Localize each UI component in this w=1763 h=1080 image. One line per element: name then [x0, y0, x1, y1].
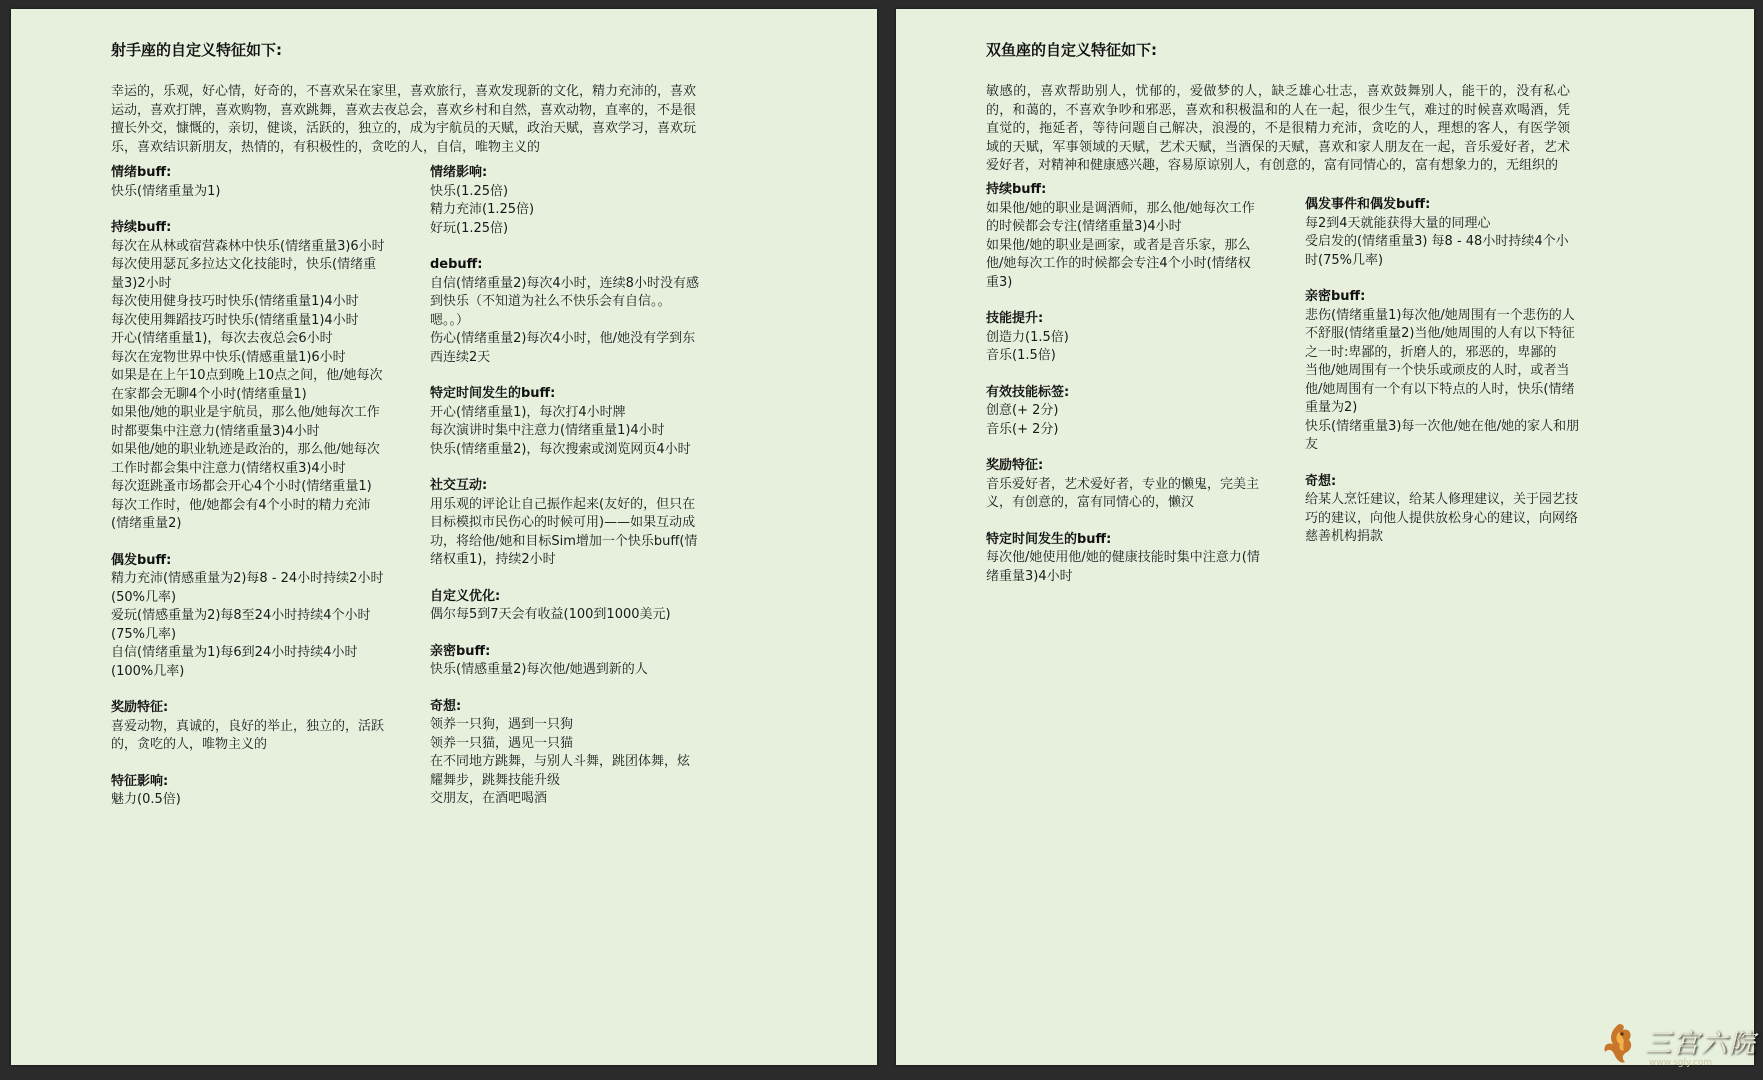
watermark-url: www.sgly.com — [1648, 1058, 1713, 1068]
section-line: 给某人烹饪建议，给某人修理建议，关于园艺技巧的建议，向他人提供放松身心的建议，向网络慈善机构捐款 — [1305, 492, 1579, 544]
section-line: 音乐(+ 2分) — [986, 421, 1059, 437]
section — [430, 698, 701, 809]
section-line: 快乐(情绪重量为1) — [111, 183, 221, 199]
section-line: 快乐(情绪重量2)，每次搜索或浏览网页4小时 — [430, 441, 691, 457]
section-heading: 情绪影响: — [430, 165, 488, 180]
section-line: 每次他/她使用他/她的健康技能时集中注意力(情绪重量3)4小时 — [986, 550, 1260, 584]
section-line: 精力充沛(1.25倍) — [430, 202, 535, 217]
section — [430, 164, 701, 238]
section-heading: 社交互动: — [430, 478, 488, 493]
section-line: 每次使用瑟瓦多拉达文化技能时，快乐(情绪重量3)2小时 — [111, 257, 377, 291]
section-line: 伤心(情绪重量2)每次4小时，他/她没有学到东西连续2天 — [430, 331, 696, 365]
section-line: 如果他/她的职业轨迹是政治的，那么他/她每次工作时都会集中注意力(情绪权重3)4小时 — [111, 442, 380, 476]
section-line: 音乐爱好者，艺术爱好者，专业的懒鬼，完美主义，有创意的，富有同情心的，懒汉 — [986, 476, 1260, 510]
section-line: 快乐(1.25倍) — [430, 183, 509, 199]
section-line: 每次演讲时集中注意力(情绪重量1)4小时 — [430, 423, 665, 438]
section — [986, 384, 1260, 440]
section-line: 每次使用健身技巧时快乐(情绪重量1)4小时 — [111, 294, 359, 309]
section-line: 不舒服(情绪重量2)当他/她周围的人有以下特征之一时:卑鄙的，折磨人的，邪恶的，卑鄙的 — [1305, 326, 1575, 360]
section-line: 喜爱动物，真诚的，良好的举止，独立的，活跃的，贪吃的人，唯物主义的 — [111, 718, 385, 752]
section-line: 自信(情绪重量为1)每6到24小时持续4小时(100%几率) — [111, 645, 358, 679]
column-right — [1305, 196, 1580, 565]
section-line: 创意(+ 2分) — [986, 403, 1059, 418]
section-line: 如果他/她的职业是画家，或者是音乐家，那么他/她每次工作的时候都会专注4个小时(情绪权重3) — [986, 237, 1251, 290]
section-heading: debuff: — [430, 257, 483, 272]
column-left — [986, 181, 1260, 604]
section-heading: 亲密buff: — [430, 643, 491, 659]
section — [986, 457, 1260, 513]
section-line: 偶尔每5到7天会有收益(100到1000美元) — [430, 607, 671, 622]
intro-paragraph: 幸运的，乐观，好心情，好奇的，不喜欢呆在家里，喜欢旅行，喜欢发现新的文化，精力充沛的，喜欢运动，喜欢打牌，喜欢购物，喜欢跳舞，喜欢去夜总会，喜欢乡村和自然，喜欢动物，直率的，不是很擅长外交，慷慨的，亲切，健谈，活跃的，独立的，成为宇航员的天赋，政治天赋，喜欢学习，喜欢玩乐，喜欢结识新朋友，热情的，有积极性的，贪吃的人，自信，唯物主义的 — [111, 84, 697, 155]
section-line: 创造力(1.5倍) — [986, 329, 1069, 345]
section — [430, 385, 701, 459]
section-line: 交朋友，在酒吧喝酒 — [430, 791, 548, 806]
section-line: 用乐观的评论让自己振作起来(友好的，但只在目标模拟市民伤心的时候可用)——如果互动成功，将给他/她和目标Sim增加一个快乐buff(情绪权重1)，持续2小时 — [430, 496, 698, 567]
section-heading: 特定时间发生的buff: — [430, 386, 556, 401]
section-heading: 技能提升: — [986, 311, 1044, 326]
section — [986, 531, 1260, 587]
section-line: 每次在从林或宿营森林中快乐(情绪重量3)6小时 — [111, 238, 385, 254]
section — [111, 773, 385, 810]
section-line: 魅力(0.5倍) — [111, 792, 181, 807]
section — [430, 643, 701, 680]
section-line: 如果他/她的职业是宇航员，那么他/她每次工作时都要集中注意力(情绪重量3)4小时 — [111, 405, 380, 439]
section-line: 每次在宠物世界中快乐(情感重量1)6小时 — [111, 349, 346, 365]
section-line: 自信(情绪重量2)每次4小时，连续8小时没有感到快乐（不知道为社么不快乐会有自信。。嗯。。） — [430, 275, 699, 328]
section-line: 受启发的(情绪重量3) 每8 - 48小时持续4个小时(75%几率) — [1305, 234, 1569, 268]
section-heading: 奇想: — [430, 698, 462, 714]
page-title: 双鱼座的自定义特征如下: — [986, 41, 1157, 59]
section-line: 开心(情绪重量1)，每次打4小时牌 — [430, 404, 626, 420]
section-line: 每次使用舞蹈技巧时快乐(情绪重量1)4小时 — [111, 312, 359, 328]
section-heading: 奖励特征: — [986, 458, 1044, 473]
section — [1305, 473, 1580, 547]
section — [1305, 196, 1580, 270]
section-line: 每次工作时，他/她都会有4个小时的精力充沛(情绪重量2) — [111, 497, 371, 531]
section-line: 音乐(1.5倍) — [986, 348, 1056, 363]
section-heading: 自定义优化: — [430, 588, 501, 604]
section-line: 好玩(1.25倍) — [430, 220, 509, 236]
watermark-logo — [1597, 1020, 1757, 1068]
section-line: 开心(情绪重量1)，每次去夜总会6小时 — [111, 331, 333, 346]
section — [430, 477, 701, 570]
section — [430, 588, 701, 625]
section-line: 精力充沛(情感重量为2)每8 - 24小时持续2小时(50%几率) — [111, 571, 384, 605]
section-line: 快乐(情绪重量3)每一次他/她在他/她的家人和朋友 — [1305, 418, 1580, 452]
section-heading: 持续buff: — [986, 182, 1047, 197]
section-heading: 偶发buff: — [111, 552, 172, 568]
section-line: 领养一只猫，遇见一只猫 — [430, 735, 574, 751]
page-title: 射手座的自定义特征如下: — [111, 41, 282, 59]
section-heading: 持续buff: — [111, 220, 172, 235]
section-line: 爱玩(情感重量为2)每8至24小时持续4个小时(75%几率) — [111, 608, 371, 642]
section — [111, 552, 385, 682]
section — [1305, 288, 1580, 455]
watermark-name: 三宫六院 — [1644, 1029, 1757, 1059]
section-heading: 偶发事件和偶发buff: — [1305, 197, 1431, 212]
document-page-right — [896, 9, 1754, 1065]
section-line: 如果是在上午10点到晚上10点之间，他/她每次在家都会无聊4个小时(情绪重量1) — [111, 368, 383, 402]
section-heading: 特征影响: — [111, 773, 169, 789]
section-line: 每次逛跳蚤市场都会开心4个小时(情绪重量1) — [111, 479, 372, 494]
section-line: 如果他/她的职业是调酒师，那么他/她每次工作的时候都会专注(情绪重量3)4小时 — [986, 200, 1255, 234]
section — [111, 699, 385, 755]
phoenix-icon — [1597, 1020, 1641, 1068]
section-line: 悲伤(情绪重量1)每次他/她周围有一个悲伤的人 — [1305, 307, 1575, 323]
section-line: 在不同地方跳舞，与别人斗舞，跳团体舞，炫耀舞步，跳舞技能升级 — [430, 754, 691, 788]
intro-paragraph: 敏感的，喜欢帮助别人，忧郁的，爱做梦的人，缺乏雄心壮志，喜欢鼓舞别人，能干的，没有私心的，和蔼的，不喜欢争吵和邪恶，喜欢和积极温和的人在一起，很少生气，难过的时候喜欢喝酒，凭直觉的，拖延者，等待问题自己解决，浪漫的，不是很精力充沛，贪吃的人，理想的客人，有医学领域的天赋，军事领域的天赋，艺术天赋，当酒保的天赋，喜欢和家人朋友在一起，音乐爱好者，艺术爱好者，对精神和健康感兴趣，容易原谅别人，有创意的，富有同情心的，富有想象力的，无组织的 — [986, 84, 1570, 173]
document-page-left — [11, 9, 877, 1065]
section — [111, 219, 385, 534]
section-heading: 奖励特征: — [111, 700, 169, 715]
section-heading: 有效技能标签: — [986, 384, 1070, 400]
section-line: 每2到4天就能获得大量的同理心 — [1305, 215, 1491, 231]
column-right — [430, 164, 701, 827]
section-line: 快乐(情感重量2)每次他/她遇到新的人 — [430, 662, 648, 677]
section — [986, 181, 1260, 292]
section-heading: 情绪buff: — [111, 165, 172, 180]
column-left — [111, 164, 385, 828]
section-line: 领养一只狗，遇到一只狗 — [430, 717, 574, 732]
section — [430, 256, 701, 367]
section-heading: 亲密buff: — [1305, 289, 1366, 304]
section — [111, 164, 385, 201]
section-heading: 奇想: — [1305, 473, 1337, 489]
section — [986, 310, 1260, 366]
section-heading: 特定时间发生的buff: — [986, 531, 1112, 547]
section-line: 当他/她周围有一个快乐或顽皮的人时，或者当他/她周围有一个有以下特点的人时，快乐(情绪重量为2) — [1305, 363, 1575, 415]
